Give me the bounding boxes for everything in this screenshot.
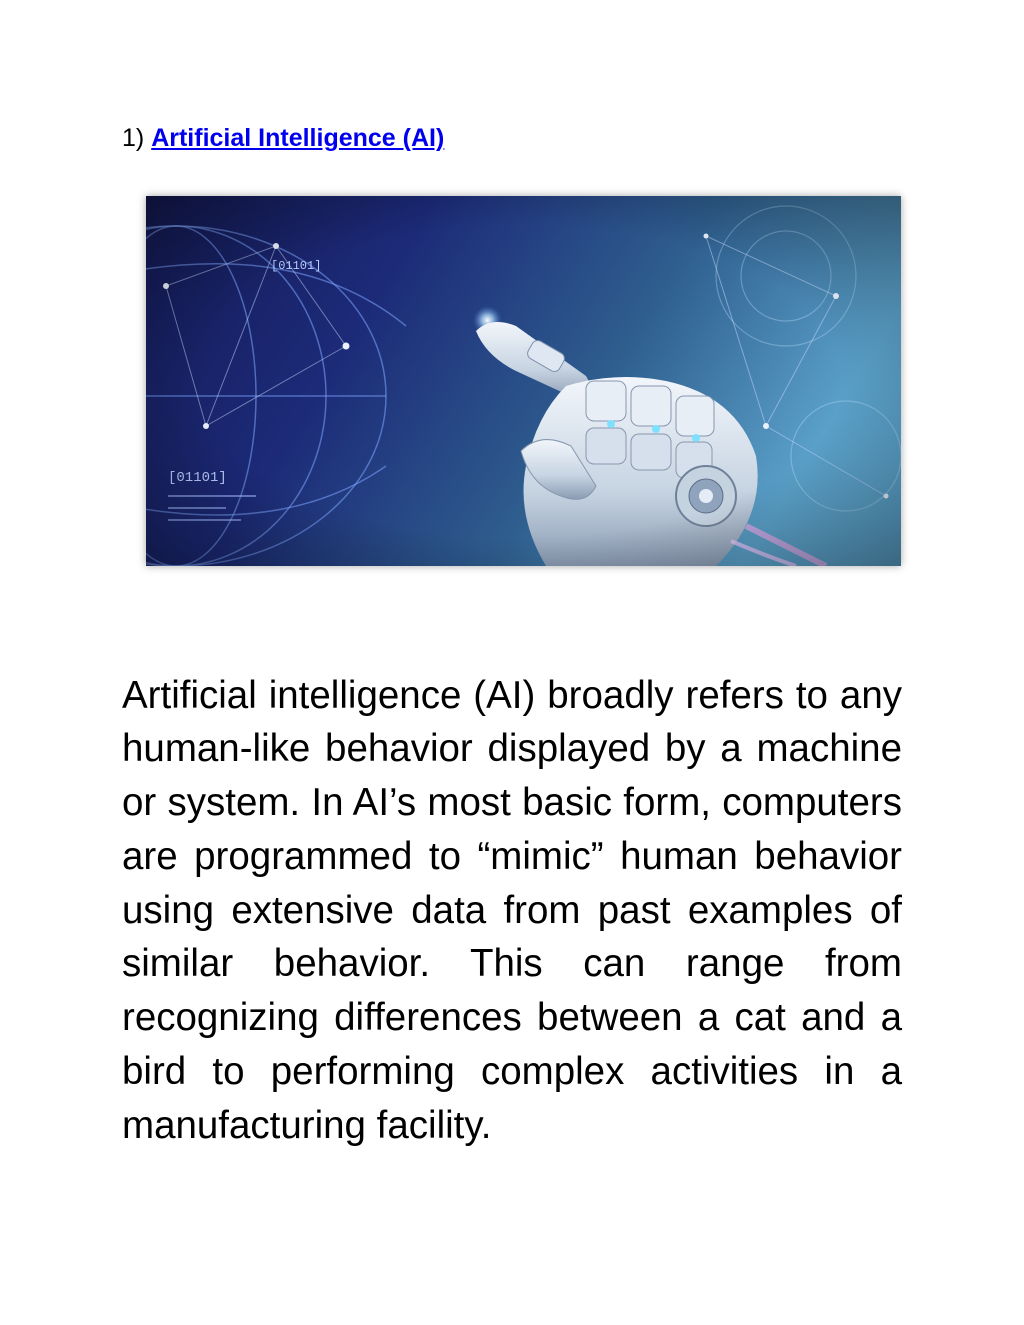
hero-image <box>146 196 901 566</box>
section-heading <box>122 118 444 158</box>
ai-link[interactable]: Artificial Intelligence (AI) <box>151 124 445 152</box>
section-number: 1) <box>122 124 145 152</box>
body-paragraph: Artificial intelligence (AI) broadly refers to any human-like behavior displayed by a machine or system. In AI’s most basic form, computers are programmed to “mimic” human behavior using extensive data from past examples of similar behavior. This can range from recognizing differences between a cat and a bird to performing complex activities in a manufacturing facility. <box>122 673 902 1147</box>
robot-hand-illustration <box>146 196 901 566</box>
